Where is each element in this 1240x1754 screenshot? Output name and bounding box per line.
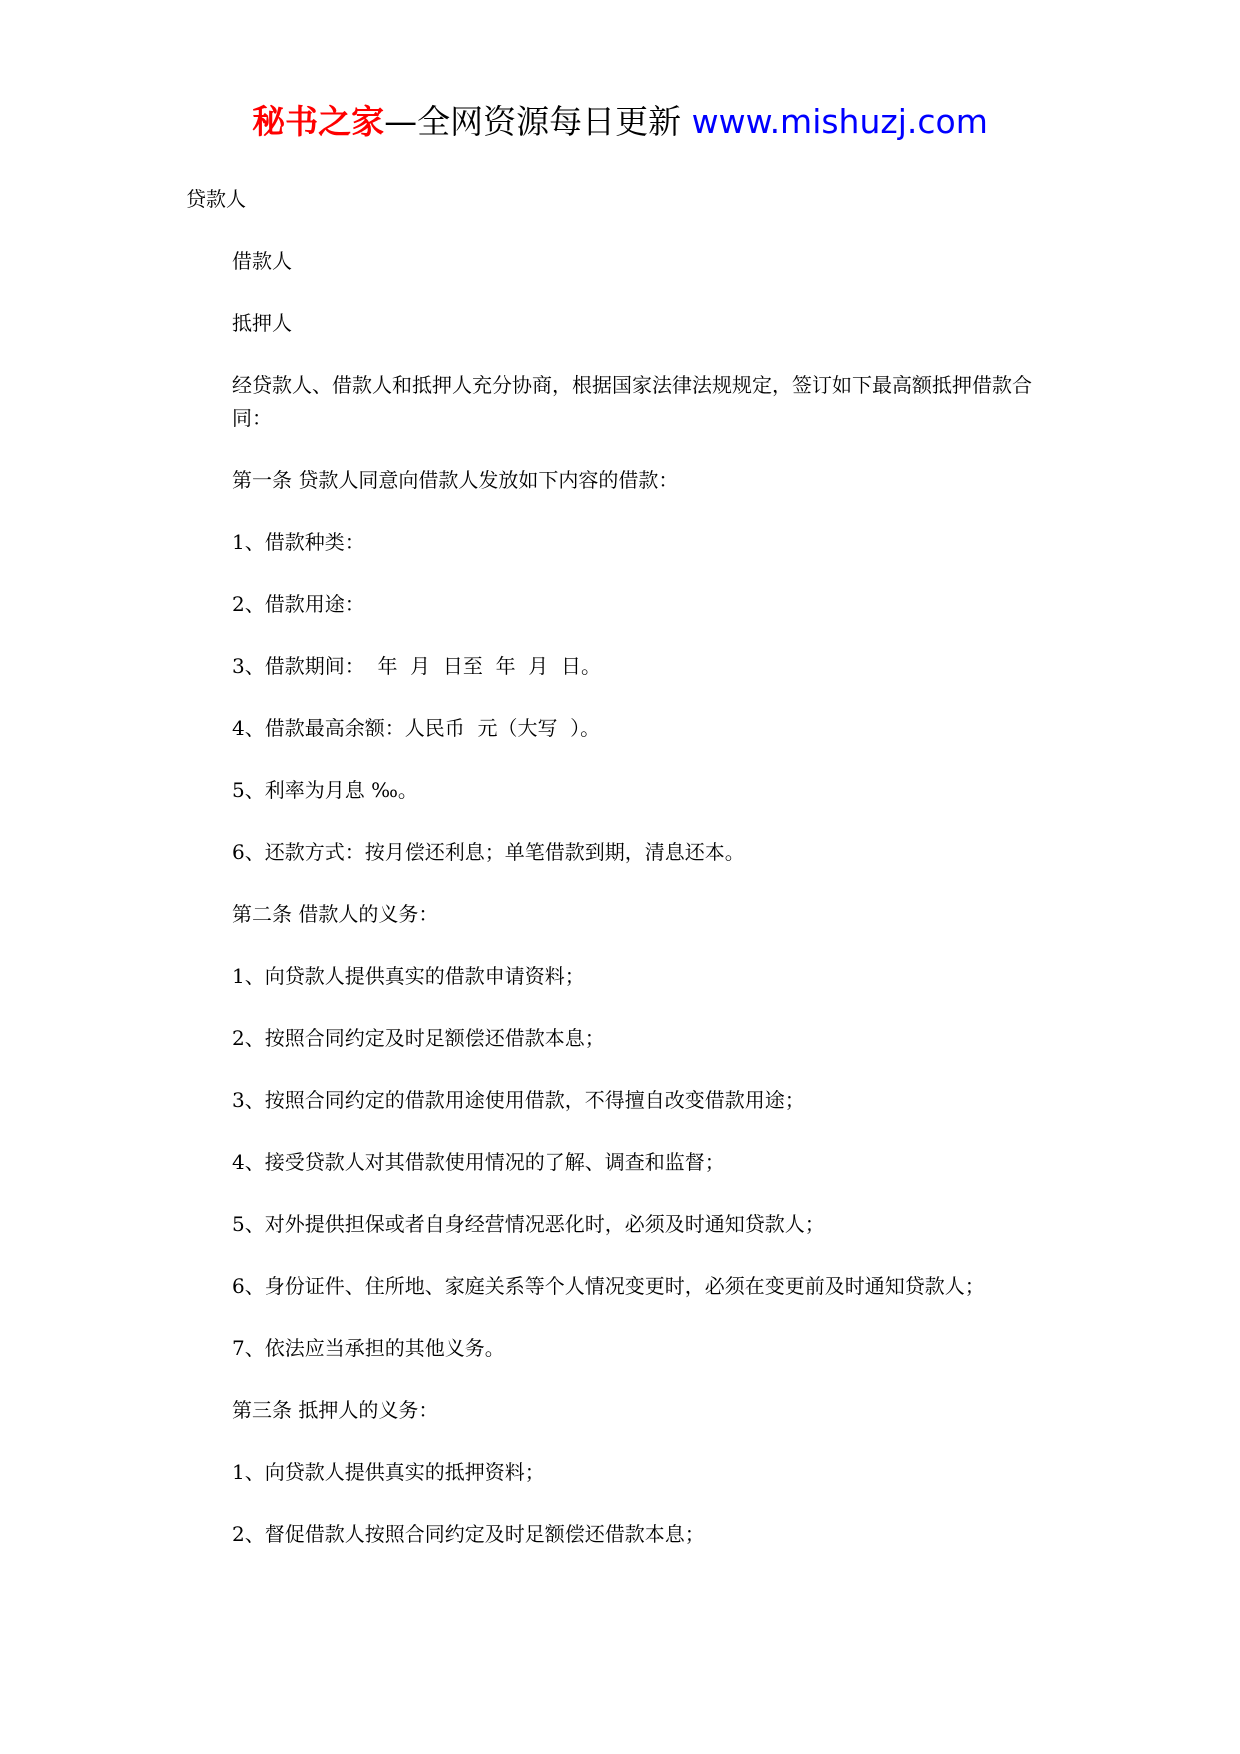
article-2-item-2: 2、按照合同约定及时足额偿还借款本息； (232, 1026, 605, 1050)
article-3-item-1: 1、向贷款人提供真实的抵押资料； (232, 1460, 545, 1484)
preamble: 经贷款人、借款人和抵押人充分协商，根据国家法律法规规定，签订如下最高额抵押借款合同： (232, 373, 1032, 430)
article-2-item-5: 5、对外提供担保或者自身经营情况恶化时，必须及时通知贷款人； (232, 1212, 825, 1236)
brand-name: 秘书之家 (252, 102, 385, 141)
article-2-item-3: 3、按照合同约定的借款用途使用借款，不得擅自改变借款用途； (232, 1088, 805, 1112)
article-2-item-7: 7、依法应当承担的其他义务。 (232, 1336, 505, 1360)
article-1-item-2: 2、借款用途： (232, 592, 365, 616)
party-lender: 贷款人 (186, 187, 246, 211)
article-1-item-3: 3、借款期间： 年 月 日至 年 月 日。 (232, 654, 602, 678)
article-2-item-1: 1、向贷款人提供真实的借款申请资料； (232, 964, 585, 988)
article-1-heading: 第一条 贷款人同意向借款人发放如下内容的借款： (232, 468, 679, 492)
party-mortgagor: 抵押人 (232, 311, 292, 335)
article-1-item-4: 4、借款最高余额：人民币 元（大写 ）。 (232, 716, 601, 740)
article-1-item-1: 1、借款种类： (232, 530, 365, 554)
article-2-heading: 第二条 借款人的义务： (232, 902, 439, 926)
article-3-heading: 第三条 抵押人的义务： (232, 1398, 439, 1422)
header-slogan: —全网资源每日更新 (384, 102, 682, 141)
site-url-link[interactable]: www.mishuzj.com (691, 102, 988, 141)
page-header (0, 100, 1240, 144)
party-borrower: 借款人 (232, 249, 292, 273)
article-3-item-2: 2、督促借款人按照合同约定及时足额偿还借款本息； (232, 1522, 705, 1546)
contract-body (186, 183, 1056, 1580)
article-1-item-5: 5、利率为月息 ‰。 (232, 778, 418, 802)
article-1-item-6: 6、还款方式：按月偿还利息；单笔借款到期，清息还本。 (232, 840, 745, 864)
article-2-item-6: 6、身份证件、住所地、家庭关系等个人情况变更时，必须在变更前及时通知贷款人； (232, 1274, 985, 1298)
article-2-item-4: 4、接受贷款人对其借款使用情况的了解、调查和监督； (232, 1150, 725, 1174)
